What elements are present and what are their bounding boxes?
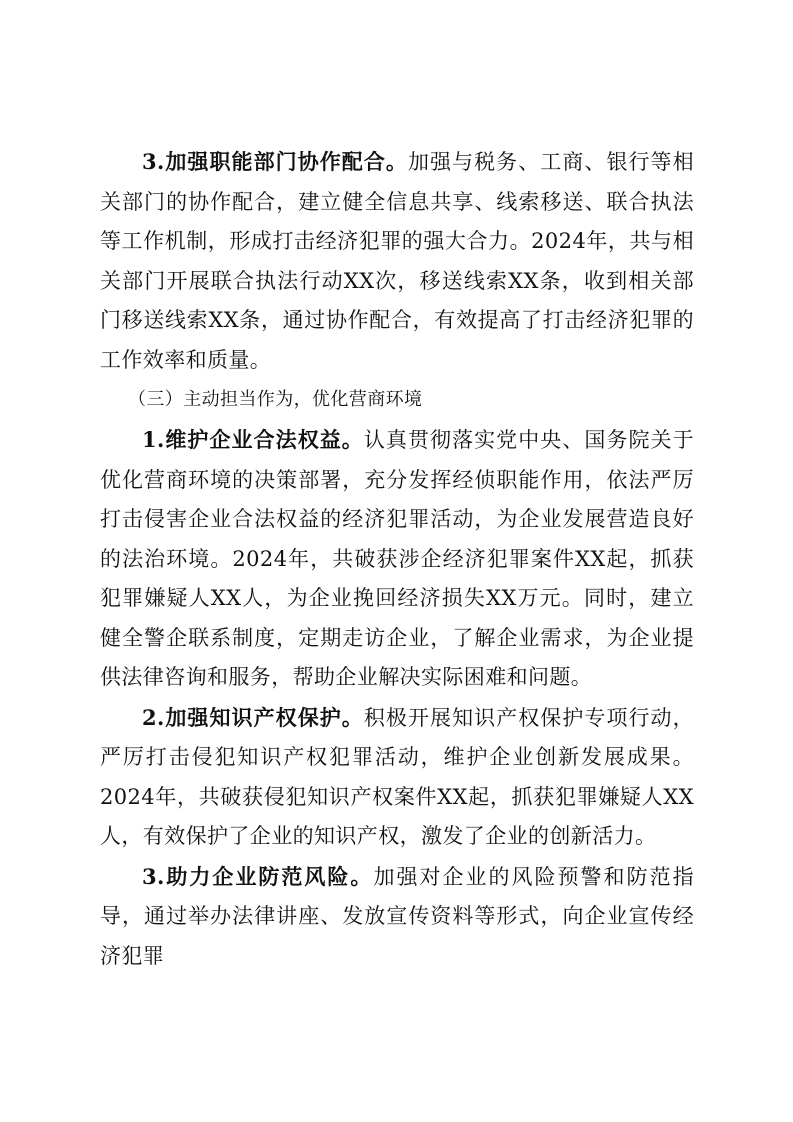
document-page bbox=[100, 142, 694, 976]
paragraph-lead: 2.加强知识产权保护。 bbox=[142, 704, 364, 730]
paragraph-body: 加强对企业的风险预警和防范指导，通过举办法律讲座、发放宣传资料等形式，向企业宣传经济犯罪 bbox=[100, 864, 694, 968]
paragraph-risk bbox=[100, 857, 694, 977]
paragraph-rights bbox=[100, 420, 694, 698]
paragraph-ip bbox=[100, 698, 694, 857]
paragraph-body: 加强与税务、工商、银行等相关部门的协作配合，建立健全信息共享、线索移送、联合执法等工作机制，形成打击经济犯罪的强大合力。2024年，共与相关部门开展联合执法行动XX次，移送线索XX条，收到相关部门移送线索XX条，通过协作配合，有效提高了打击经济犯罪的工作效率和质量。 bbox=[100, 150, 695, 372]
paragraph-lead: 1.维护企业合法权益。 bbox=[142, 427, 364, 452]
paragraph-lead: 3.加强职能部门协作配合。 bbox=[142, 149, 408, 174]
paragraph-body: 认真贯彻落实党中央、国务院关于优化营商环境的决策部署，充分发挥经侦职能作用，依法严厉打击侵害企业合法权益的经济犯罪活动，为企业发展营造良好的法治环境。2024年，共破获涉企经济犯罪案件XX起，抓获犯罪嫌疑人XX人，为企业挽回经济损失XX万元。同时，建立健全警企联系制度，定期走访企业，了解企业需求，为企业提供法律咨询和服务，帮助企业解决实际困难和问题。 bbox=[100, 428, 694, 689]
section-heading: （三）主动担当作为，优化营商环境 bbox=[128, 389, 423, 410]
paragraph-coordination bbox=[100, 142, 694, 380]
paragraph-lead: 3.助力企业防范风险。 bbox=[142, 863, 374, 889]
paragraph-body: 积极开展知识产权保护专项行动，严厉打击侵犯知识产权犯罪活动，维护企业创新发展成果。2024年，共破获侵犯知识产权案件XX起，抓获犯罪嫌疑人XX人，有效保护了企业的知识产权，激发了企业的创新活力。 bbox=[100, 705, 694, 848]
